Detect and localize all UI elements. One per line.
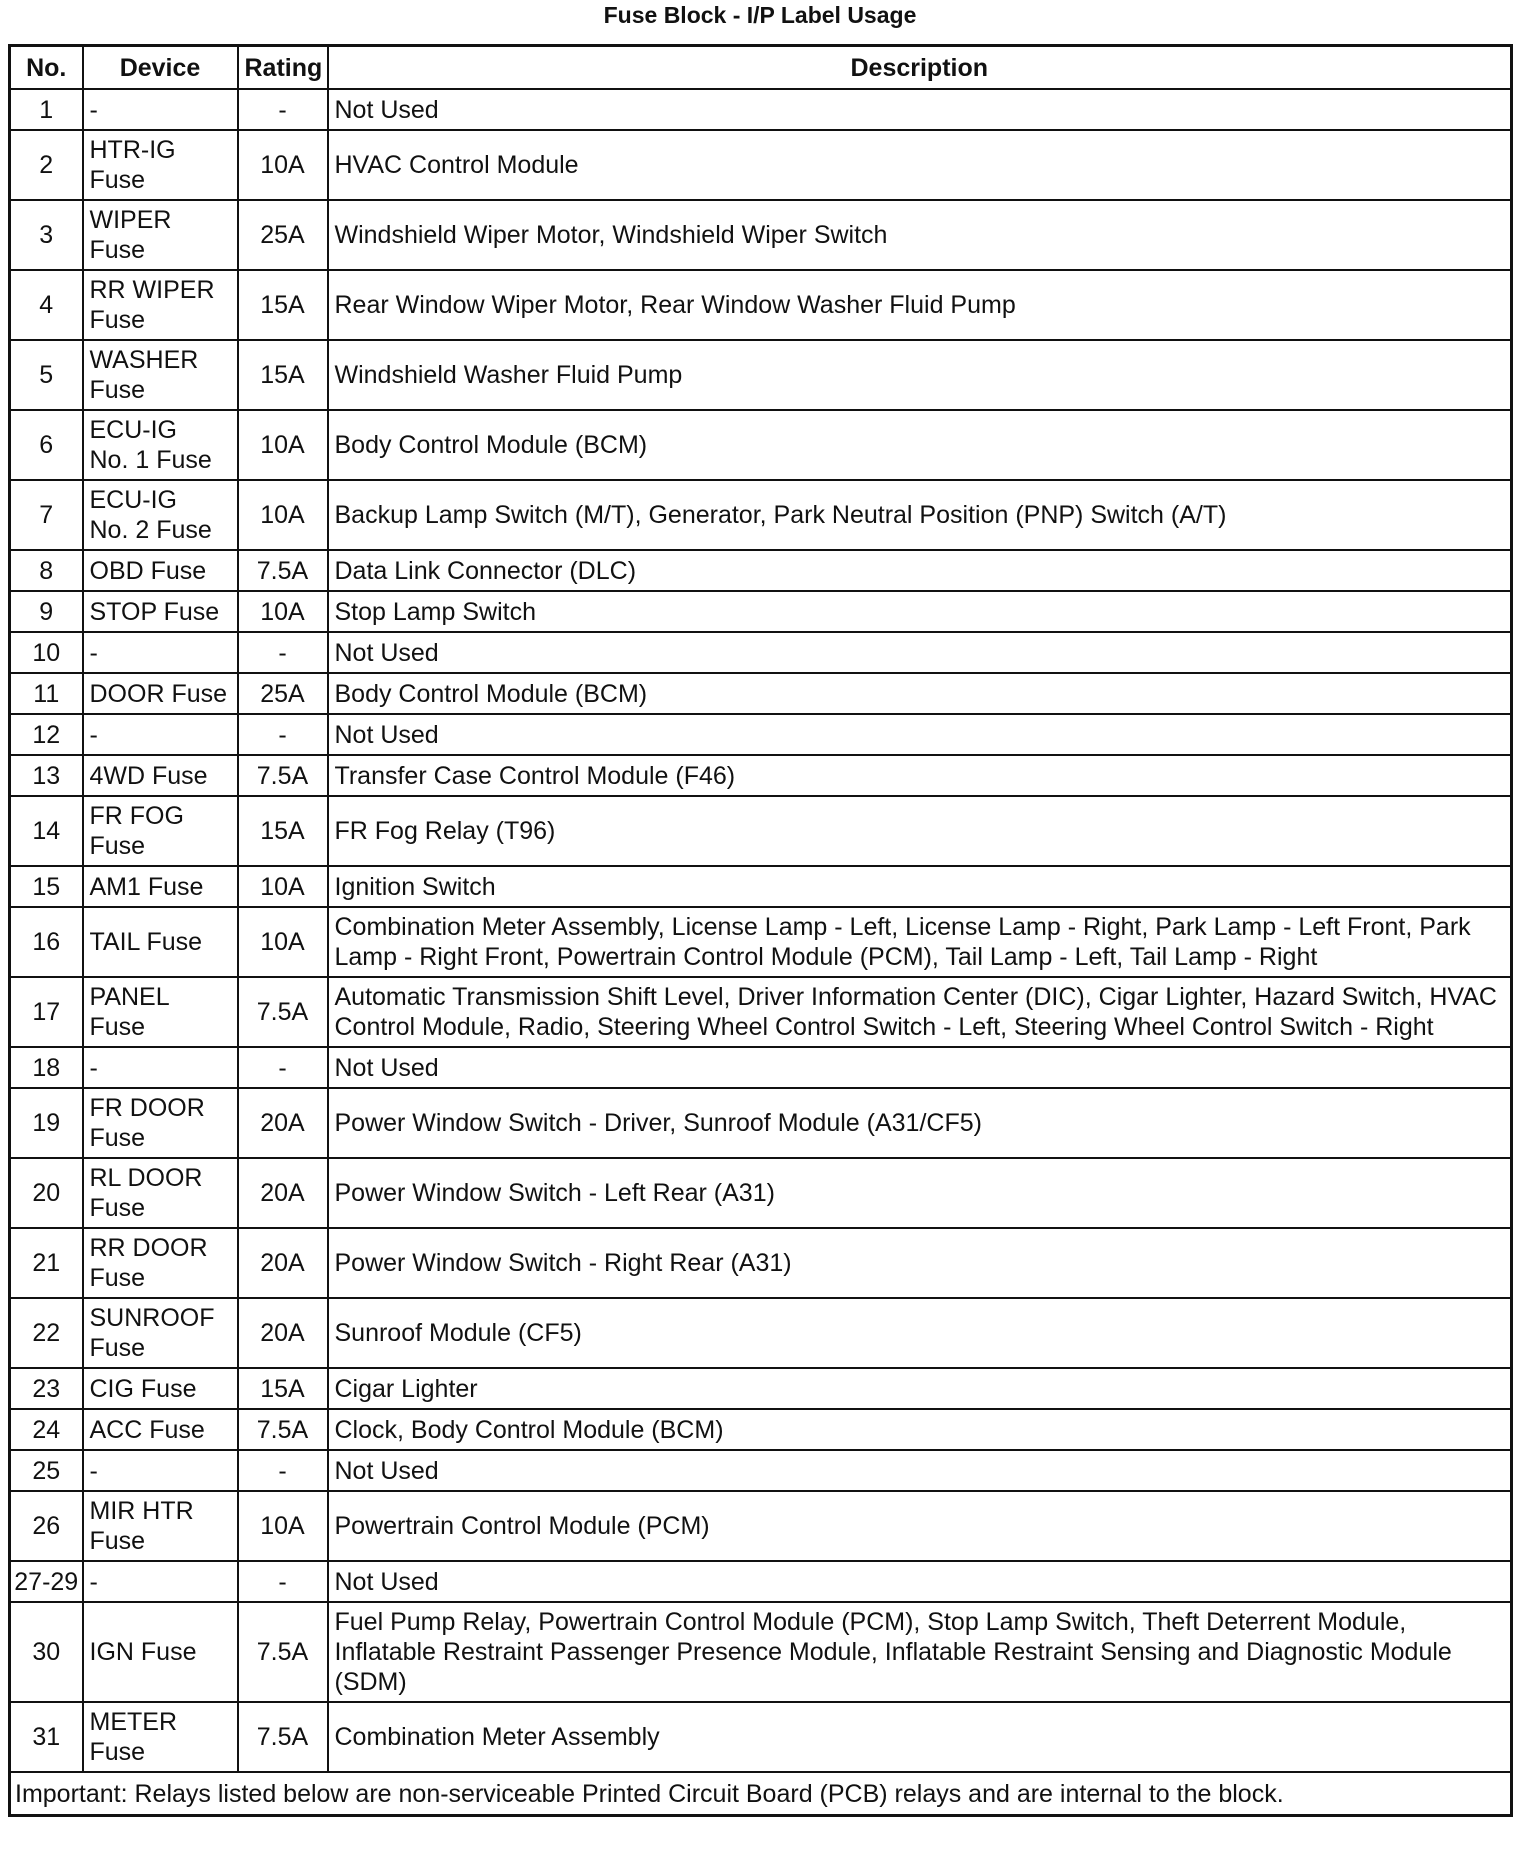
fuse-device: WASHER Fuse: [83, 340, 238, 410]
fuse-device: STOP Fuse: [83, 591, 238, 632]
fuse-description: Body Control Module (BCM): [328, 673, 1512, 714]
fuse-rating: 25A: [238, 200, 328, 270]
table-row: [10, 977, 1512, 1047]
table-row: [10, 1047, 1512, 1088]
fuse-description: Not Used: [328, 714, 1512, 755]
fuse-device: -: [83, 714, 238, 755]
table-row: [10, 550, 1512, 591]
fuse-number: 19: [10, 1088, 83, 1158]
fuse-device: OBD Fuse: [83, 550, 238, 591]
fuse-number: 16: [10, 907, 83, 977]
fuse-description: HVAC Control Module: [328, 130, 1512, 200]
table-row: [10, 755, 1512, 796]
page-title: Fuse Block - I/P Label Usage: [603, 2, 917, 28]
table-row: [10, 591, 1512, 632]
table-body: [10, 89, 1512, 1772]
fuse-rating: 7.5A: [238, 1602, 328, 1702]
fuse-rating: 7.5A: [238, 1702, 328, 1772]
fuse-description: Powertrain Control Module (PCM): [328, 1491, 1512, 1561]
fuse-number: 2: [10, 130, 83, 200]
fuse-device: -: [83, 1561, 238, 1602]
fuse-device: WIPER Fuse: [83, 200, 238, 270]
fuse-number: 12: [10, 714, 83, 755]
fuse-description: Not Used: [328, 1561, 1512, 1602]
fuse-number: 11: [10, 673, 83, 714]
fuse-device: CIG Fuse: [83, 1368, 238, 1409]
fuse-number: 20: [10, 1158, 83, 1228]
fuse-number: 23: [10, 1368, 83, 1409]
table-row: [10, 410, 1512, 480]
table-row: [10, 89, 1512, 130]
table-row: [10, 200, 1512, 270]
fuse-number: 27-29: [10, 1561, 83, 1602]
fuse-description: Not Used: [328, 632, 1512, 673]
col-header-no: No.: [10, 46, 83, 90]
fuse-device: -: [83, 632, 238, 673]
fuse-number: 13: [10, 755, 83, 796]
fuse-number: 18: [10, 1047, 83, 1088]
fuse-description: Windshield Wiper Motor, Windshield Wiper Switch: [328, 200, 1512, 270]
col-header-description: Description: [328, 46, 1512, 90]
fuse-description: Transfer Case Control Module (F46): [328, 755, 1512, 796]
fuse-device: ECU-IG No. 2 Fuse: [83, 480, 238, 550]
fuse-device: RR DOOR Fuse: [83, 1228, 238, 1298]
fuse-number: 3: [10, 200, 83, 270]
fuse-rating: 10A: [238, 591, 328, 632]
fuse-description: Stop Lamp Switch: [328, 591, 1512, 632]
fuse-rating: 25A: [238, 673, 328, 714]
fuse-device: RL DOOR Fuse: [83, 1158, 238, 1228]
fuse-description: Combination Meter Assembly, License Lamp - Left, License Lamp - Right, Park Lamp - Left Front, Park Lamp - Right Front, Powertrain Control Module (PCM), Tail Lamp - Left, Tail Lamp - Right: [328, 907, 1512, 977]
fuse-device: SUNROOF Fuse: [83, 1298, 238, 1368]
fuse-table: [8, 44, 1513, 1817]
fuse-description: Backup Lamp Switch (M/T), Generator, Park Neutral Position (PNP) Switch (A/T): [328, 480, 1512, 550]
table-row: [10, 340, 1512, 410]
fuse-number: 15: [10, 866, 83, 907]
table-row: [10, 1158, 1512, 1228]
table-row: [10, 1088, 1512, 1158]
fuse-device: TAIL Fuse: [83, 907, 238, 977]
fuse-rating: 15A: [238, 1368, 328, 1409]
fuse-description: Not Used: [328, 1450, 1512, 1491]
fuse-description: FR Fog Relay (T96): [328, 796, 1512, 866]
fuse-rating: 20A: [238, 1088, 328, 1158]
fuse-description: Power Window Switch - Driver, Sunroof Module (A31/CF5): [328, 1088, 1512, 1158]
fuse-rating: -: [238, 1561, 328, 1602]
fuse-number: 26: [10, 1491, 83, 1561]
fuse-device: 4WD Fuse: [83, 755, 238, 796]
fuse-rating: 20A: [238, 1158, 328, 1228]
fuse-rating: 20A: [238, 1298, 328, 1368]
table-row: [10, 1561, 1512, 1602]
table-row: [10, 796, 1512, 866]
fuse-number: 10: [10, 632, 83, 673]
table-row: [10, 673, 1512, 714]
table-row: [10, 907, 1512, 977]
fuse-rating: 7.5A: [238, 755, 328, 796]
fuse-description: Sunroof Module (CF5): [328, 1298, 1512, 1368]
fuse-number: 1: [10, 89, 83, 130]
fuse-number: 7: [10, 480, 83, 550]
fuse-device: ECU-IG No. 1 Fuse: [83, 410, 238, 480]
table-row: [10, 632, 1512, 673]
table-row: [10, 1602, 1512, 1702]
table-row: [10, 270, 1512, 340]
table-header-row: [10, 46, 1512, 90]
table-row: [10, 1491, 1512, 1561]
fuse-number: 22: [10, 1298, 83, 1368]
fuse-description: Combination Meter Assembly: [328, 1702, 1512, 1772]
fuse-device: DOOR Fuse: [83, 673, 238, 714]
table-row: [10, 1228, 1512, 1298]
fuse-device: ACC Fuse: [83, 1409, 238, 1450]
fuse-rating: -: [238, 1450, 328, 1491]
fuse-number: 31: [10, 1702, 83, 1772]
table-row: [10, 866, 1512, 907]
fuse-rating: 7.5A: [238, 1409, 328, 1450]
fuse-number: 24: [10, 1409, 83, 1450]
fuse-description: Body Control Module (BCM): [328, 410, 1512, 480]
fuse-device: PANEL Fuse: [83, 977, 238, 1047]
fuse-rating: 10A: [238, 130, 328, 200]
fuse-description: Fuel Pump Relay, Powertrain Control Module (PCM), Stop Lamp Switch, Theft Deterrent Module, Inflatable Restraint Passenger Presence Module, Inflatable Restraint Sensing and Diagnostic Module (SDM): [328, 1602, 1512, 1702]
fuse-rating: 7.5A: [238, 550, 328, 591]
fuse-device: -: [83, 1047, 238, 1088]
fuse-description: Not Used: [328, 1047, 1512, 1088]
fuse-description: Ignition Switch: [328, 866, 1512, 907]
fuse-rating: -: [238, 89, 328, 130]
fuse-rating: 10A: [238, 410, 328, 480]
col-header-device: Device: [83, 46, 238, 90]
fuse-rating: -: [238, 714, 328, 755]
fuse-rating: -: [238, 632, 328, 673]
fuse-device: -: [83, 89, 238, 130]
fuse-number: 21: [10, 1228, 83, 1298]
fuse-number: 4: [10, 270, 83, 340]
fuse-number: 30: [10, 1602, 83, 1702]
fuse-rating: 10A: [238, 480, 328, 550]
fuse-number: 6: [10, 410, 83, 480]
fuse-device: RR WIPER Fuse: [83, 270, 238, 340]
fuse-description: Rear Window Wiper Motor, Rear Window Washer Fluid Pump: [328, 270, 1512, 340]
fuse-rating: -: [238, 1047, 328, 1088]
fuse-number: 25: [10, 1450, 83, 1491]
table-row: [10, 714, 1512, 755]
table-row: [10, 1450, 1512, 1491]
table-row: [10, 1298, 1512, 1368]
table-row: [10, 1368, 1512, 1409]
fuse-rating: 7.5A: [238, 977, 328, 1047]
fuse-device: AM1 Fuse: [83, 866, 238, 907]
fuse-description: Data Link Connector (DLC): [328, 550, 1512, 591]
fuse-device: METER Fuse: [83, 1702, 238, 1772]
fuse-number: 9: [10, 591, 83, 632]
fuse-description: Clock, Body Control Module (BCM): [328, 1409, 1512, 1450]
fuse-device: FR DOOR Fuse: [83, 1088, 238, 1158]
note-row: [10, 1772, 1512, 1816]
fuse-rating: 10A: [238, 1491, 328, 1561]
fuse-number: 5: [10, 340, 83, 410]
fuse-rating: 20A: [238, 1228, 328, 1298]
fuse-rating: 15A: [238, 340, 328, 410]
fuse-number: 8: [10, 550, 83, 591]
table-row: [10, 480, 1512, 550]
fuse-description: Power Window Switch - Left Rear (A31): [328, 1158, 1512, 1228]
fuse-device: HTR-IG Fuse: [83, 130, 238, 200]
fuse-rating: 10A: [238, 907, 328, 977]
fuse-rating: 10A: [238, 866, 328, 907]
fuse-rating: 15A: [238, 796, 328, 866]
fuse-description: Cigar Lighter: [328, 1368, 1512, 1409]
fuse-description: Power Window Switch - Right Rear (A31): [328, 1228, 1512, 1298]
fuse-device: MIR HTR Fuse: [83, 1491, 238, 1561]
table-row: [10, 130, 1512, 200]
fuse-description: Automatic Transmission Shift Level, Driver Information Center (DIC), Cigar Lighter, Hazard Switch, HVAC Control Module, Radio, Steering Wheel Control Switch - Left, Steering Wheel Control Switch - Right: [328, 977, 1512, 1047]
fuse-device: -: [83, 1450, 238, 1491]
col-header-rating: Rating: [238, 46, 328, 90]
fuse-rating: 15A: [238, 270, 328, 340]
table-row: [10, 1702, 1512, 1772]
fuse-number: 14: [10, 796, 83, 866]
fuse-number: 17: [10, 977, 83, 1047]
fuse-description: Windshield Washer Fluid Pump: [328, 340, 1512, 410]
table-row: [10, 1409, 1512, 1450]
fuse-device: FR FOG Fuse: [83, 796, 238, 866]
fuse-description: Not Used: [328, 89, 1512, 130]
fuse-device: IGN Fuse: [83, 1602, 238, 1702]
important-note: Important: Relays listed below are non-serviceable Printed Circuit Board (PCB) relays and are internal to the block.: [10, 1772, 1512, 1816]
